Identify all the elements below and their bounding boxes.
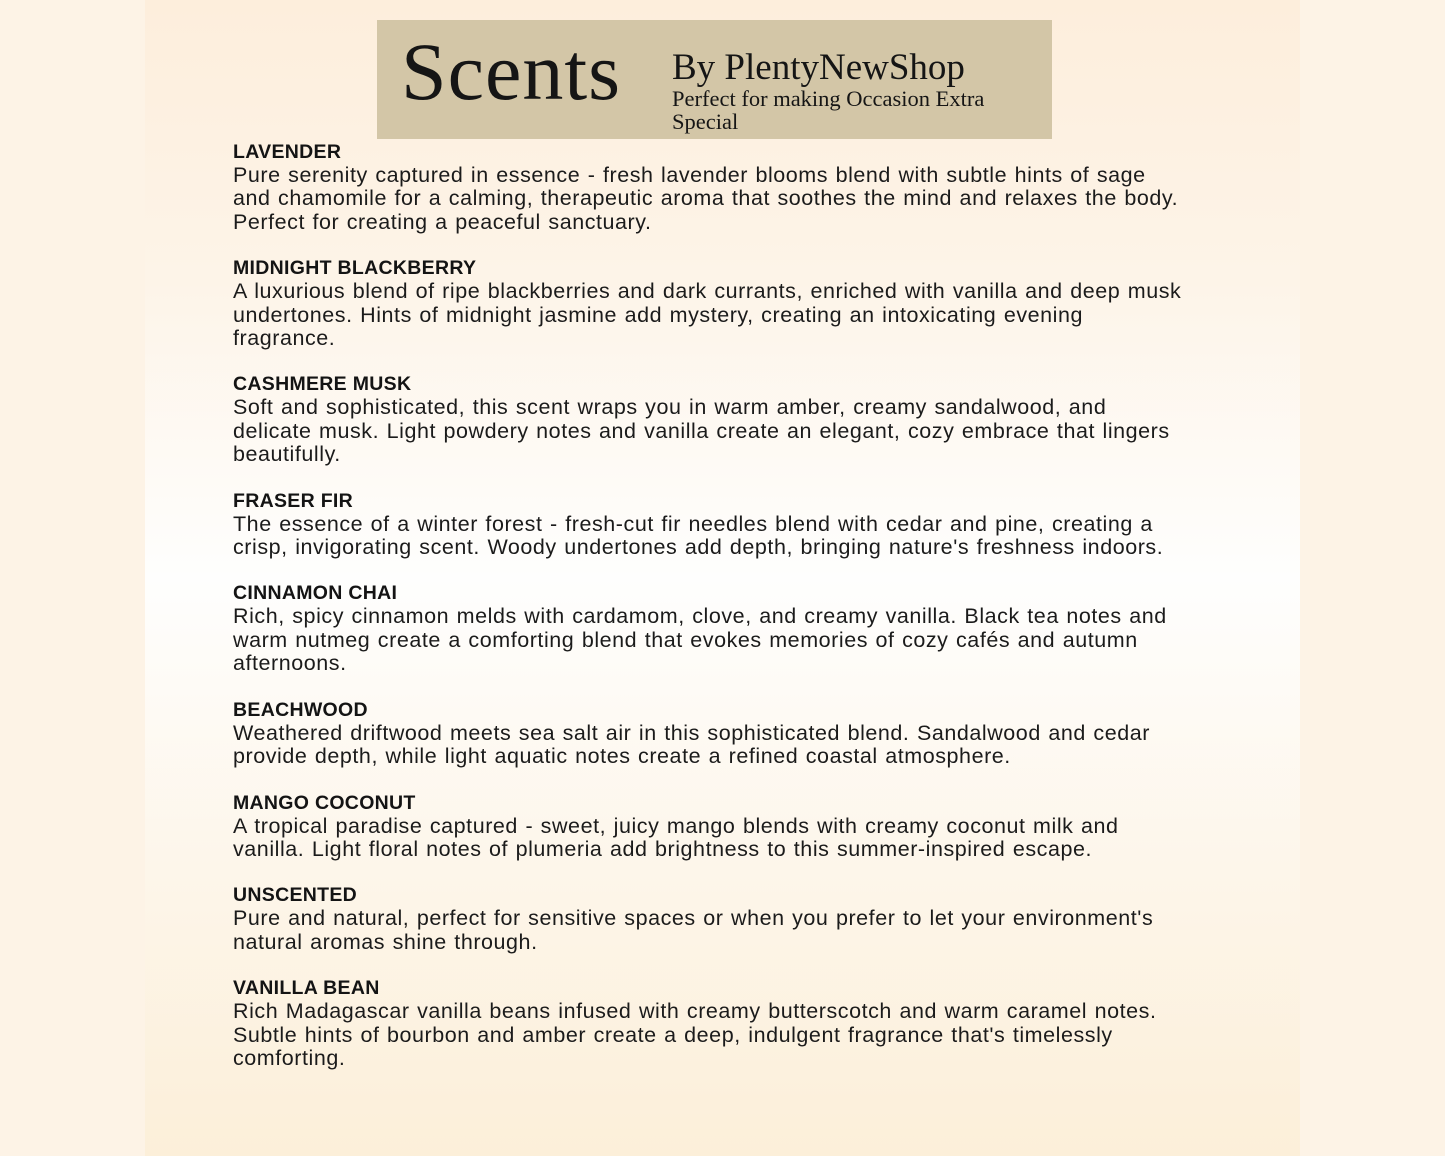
scent-section: [233, 582, 1185, 675]
scent-name: VANILLA BEAN: [233, 977, 380, 1000]
scent-name: CASHMERE MUSK: [233, 373, 412, 396]
scent-name: CINNAMON CHAI: [233, 582, 398, 605]
header-banner: [377, 20, 1052, 139]
scent-name: BEACHWOOD: [233, 698, 368, 721]
scent-description: Soft and sophisticated, this scent wraps you in warm amber, creamy sandalwood, and delicate musk. Light powdery notes and vanilla create an elegant, cozy embrace that lingers beautifully.: [233, 395, 1170, 467]
scent-section: [233, 373, 1185, 466]
scent-name: MIDNIGHT BLACKBERRY: [233, 257, 477, 280]
scent-section: [233, 490, 1185, 560]
scent-description: Rich, spicy cinnamon melds with cardamom, clove, and creamy vanilla. Black tea notes and warm nutmeg create a comforting blend that evokes memories of cozy cafés and autumn afternoons.: [233, 604, 1167, 676]
scent-section: [233, 977, 1185, 1070]
brand-title: Scents: [401, 26, 622, 117]
scent-section: [233, 884, 1185, 954]
brand-tagline: Perfect for making Occasion Extra Special: [672, 86, 985, 134]
scent-section: [233, 699, 1185, 769]
scent-description: Weathered driftwood meets sea salt air in this sophisticated blend. Sandalwood and cedar provide depth, while light aquatic notes create a refined coastal atmosphere.: [233, 720, 1150, 769]
scent-name: UNSCENTED: [233, 884, 358, 907]
scent-name: FRASER FIR: [233, 489, 353, 512]
scent-name: LAVENDER: [233, 141, 342, 163]
brand-byline: By PlentyNewShop: [672, 47, 965, 88]
scent-section: [233, 792, 1185, 862]
scent-section: [233, 141, 1185, 234]
scent-section: [233, 257, 1185, 350]
scent-description: Pure and natural, perfect for sensitive spaces or when you prefer to let your environment's natural aromas shine through.: [233, 906, 1154, 954]
scent-description: A luxurious blend of ripe blackberries and dark currants, enriched with vanilla and deep musk undertones. Hints of midnight jasmine add mystery, creating an intoxicating evening fragrance.: [233, 279, 1182, 351]
scent-description: The essence of a winter forest - fresh-cut fir needles blend with cedar and pine, creating a crisp, invigorating scent. Woody undertones add depth, bringing nature's freshness indoors.: [233, 511, 1164, 560]
content-panel: [145, 0, 1300, 1156]
scent-name: MANGO COCONUT: [233, 791, 416, 814]
scent-description: A tropical paradise captured - sweet, juicy mango blends with creamy coconut milk and vanilla. Light floral notes of plumeria add brightness to this summer-inspired escape.: [233, 813, 1119, 861]
scent-description: Rich Madagascar vanilla beans infused with creamy butterscotch and warm caramel notes. Subtle hints of bourbon and amber create a deep, indulgent fragrance that's timelessly comforting.: [233, 999, 1157, 1070]
scent-description: Pure serenity captured in essence - fresh lavender blooms blend with subtle hints of sage and chamomile for a calming, therapeutic aroma that soothes the mind and relaxes the body. Perfect for creating a peaceful sanctuary.: [233, 163, 1179, 234]
scent-list: [233, 141, 1185, 1093]
